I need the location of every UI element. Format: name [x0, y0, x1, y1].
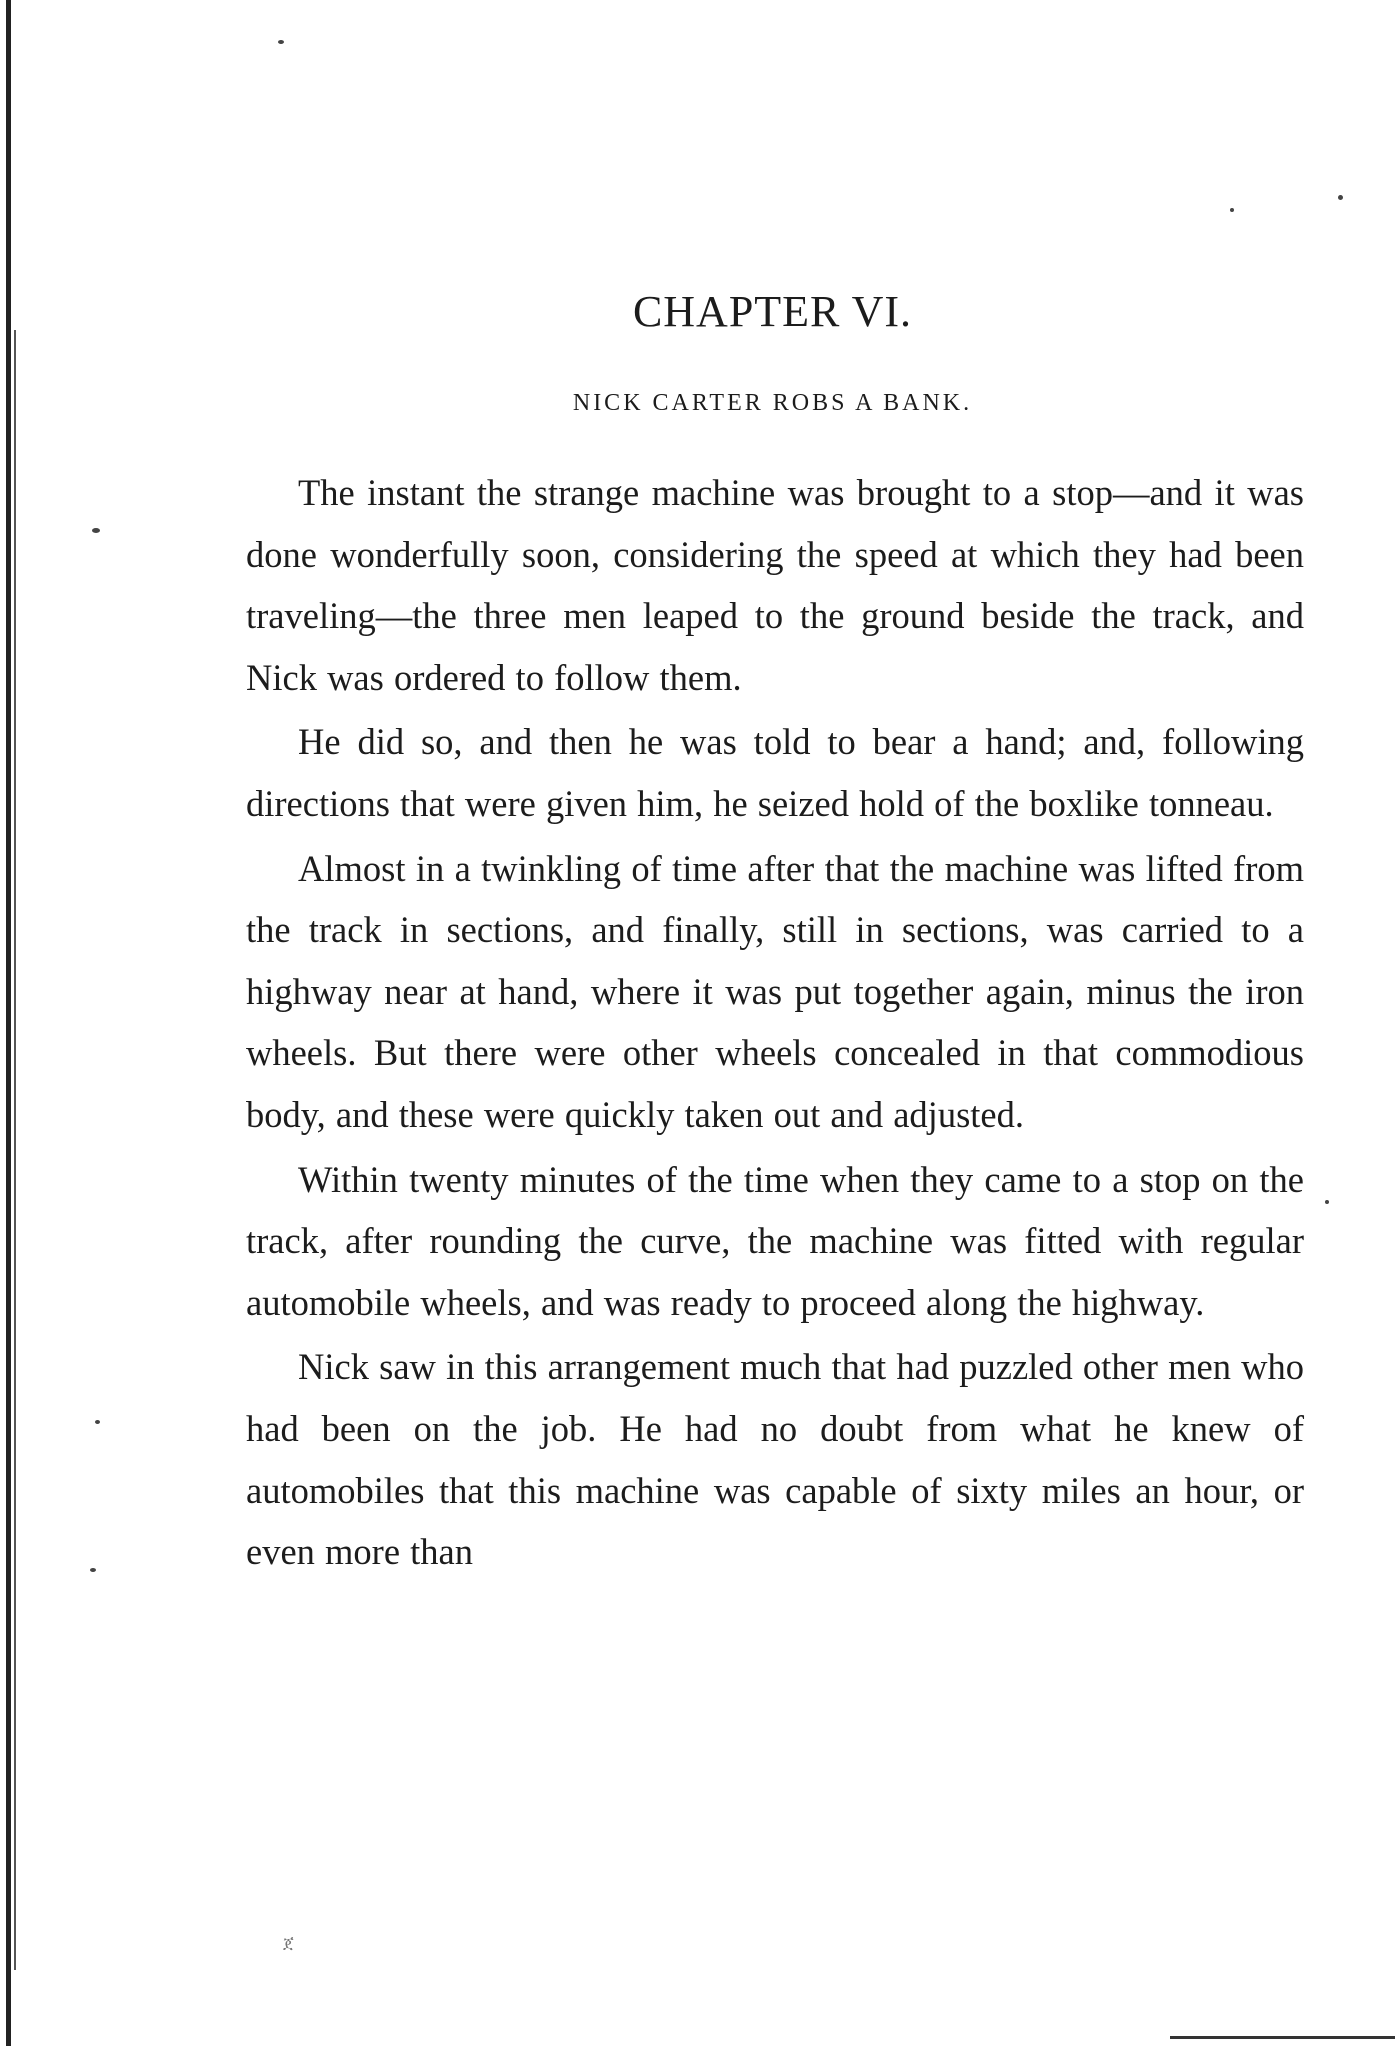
footer-mark: ጀ: [283, 1935, 294, 1952]
speck: [95, 1420, 100, 1424]
paragraph: Nick saw in this arrangement much that had puzzled other men who had been on the job. He had no doubt from what he knew of automobiles that this machine was capable of sixty miles an hour, or even more than: [246, 1346, 1304, 1573]
paragraph: The instant the strange machine was brought to a stop—and it was done wonderfully soon, considering the speed at which they had been traveling—the three men leaped to the ground beside the track, and Nick was ordered to follow them.: [246, 472, 1304, 698]
bottom-rule: [1170, 2036, 1395, 2039]
binding-shadow: [14, 330, 16, 1970]
speck: [278, 40, 284, 44]
speck: [90, 1568, 96, 1572]
speck: [1325, 1200, 1329, 1204]
paragraph: He did so, and then he was told to bear a hand; and, following directions that were given him, he seized hold of the boxlike tonneau.: [246, 721, 1304, 824]
chapter-title: CHAPTER VI.: [632, 287, 913, 336]
chapter-subtitle: NICK CARTER ROBS A BANK.: [572, 390, 973, 416]
speck: [92, 528, 100, 533]
body-text: [246, 462, 1304, 1586]
paragraph: Almost in a twinkling of time after that the machine was lifted from the track in sections, and finally, still in sections, was carried to a highway near at hand, where it was put together again, minus the iron wheels. But there were other wheels concealed in that commodious body, and these were quickly taken out and adjusted.: [246, 847, 1304, 1135]
paragraph: Within twenty minutes of the time when they came to a stop on the track, after rounding the curve, the machine was fitted with regular automobile wheels, and was ready to proceed along the highway.: [246, 1158, 1304, 1323]
speck: [1230, 208, 1234, 212]
speck: [1338, 195, 1343, 200]
